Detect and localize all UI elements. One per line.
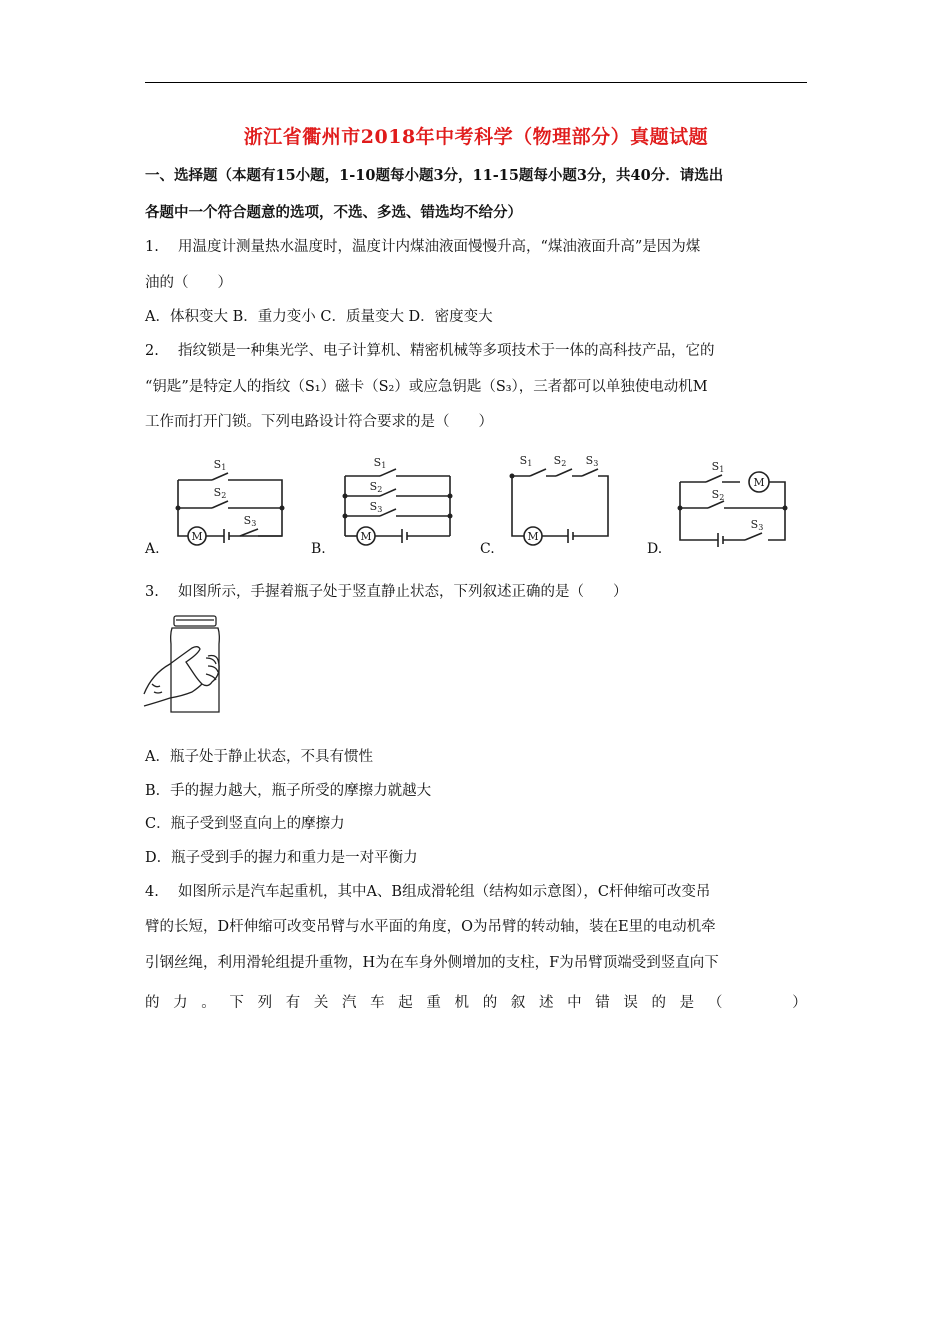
q4-char: 的 <box>145 995 160 1011</box>
b-motor-label: M <box>360 530 372 543</box>
q4-char: 错 <box>595 995 610 1011</box>
q4-char: ） <box>792 995 807 1011</box>
q4-line-3: 引钢丝绳，利用滑轮组提升重物，H为在车身外侧增加的支柱，F为吊臂顶端受到竖直向下 <box>145 955 719 971</box>
q2-line-1: 2. 指纹锁是一种集光学、电子计算机、精密机械等多项技术于一体的高科技产品，它的 <box>145 343 715 359</box>
c-s1-label: S1 <box>519 454 533 468</box>
figure-label-d: D. <box>647 541 663 557</box>
page-title: 浙江省衢州市2018年中考科学（物理部分）真题试题 <box>243 126 709 148</box>
q4-char: （ <box>707 995 723 1011</box>
q4-line-2: 臂的长短，D杆伸缩可改变吊臂与水平面的角度，O为吊臂的转动轴，装在E里的电动机牵 <box>145 919 716 935</box>
q4-char: 力 <box>173 995 188 1011</box>
q3-option-b: B．手的握力越大，瓶子所受的摩擦力就越大 <box>145 783 432 799</box>
d-s2-label: S2 <box>711 488 725 502</box>
q4-char: 。 <box>201 995 216 1011</box>
a-s2-label: S2 <box>213 486 227 500</box>
section-heading-line-1: 一、选择题（本题有15小题，1-10题每小题3分，11-15题每小题3分，共40分．请选出 <box>145 167 724 184</box>
c-s3-label: S3 <box>585 454 599 468</box>
q2-line-2: “钥匙”是特定人的指纹（S₁）磁卡（S₂）或应急钥匙（S₃），三者都可以单独使电动机M <box>145 379 708 395</box>
q4-char: 列 <box>257 995 273 1011</box>
hand-bottle-image <box>142 614 232 719</box>
q4-char: 叙 <box>510 995 526 1011</box>
q4-char: 关 <box>313 995 329 1011</box>
q1-options: A．体积变大 B．重力变小 C．质量变大 D．密度变大 <box>145 309 493 325</box>
q4-char: 误 <box>623 995 638 1011</box>
q4-char: 是 <box>679 995 695 1011</box>
a-s3-label: S3 <box>243 514 257 528</box>
q4-char: 汽 <box>341 995 357 1011</box>
b-s1-label: S1 <box>373 456 387 470</box>
figure-label-a: A. <box>145 541 160 557</box>
q3-option-c: C．瓶子受到竖直向上的摩擦力 <box>145 816 345 832</box>
q4-char: 的 <box>482 995 498 1011</box>
figure-label-c: C. <box>480 541 495 557</box>
q3-option-d: D．瓶子受到手的握力和重力是一对平衡力 <box>145 850 418 866</box>
q4-line-1: 4. 如图所示是汽车起重机，其中A、B组成滑轮组（结构如示意图），C杆伸缩可改变吊 <box>145 884 711 900</box>
q4-char: 述 <box>538 995 554 1011</box>
q2-line-3: 工作而打开门锁。下列电路设计符合要求的是（ ） <box>145 414 493 430</box>
q3-line-1: 3. 如图所示，手握着瓶子处于竖直静止状态，下列叙述正确的是（ ） <box>145 584 628 600</box>
section-heading-line-2: 各题中一个符合题意的选项，不选、多选、错选均不给分） <box>145 204 522 221</box>
q4-char: 重 <box>426 995 441 1011</box>
q1-line-2: 油的（ ） <box>145 275 232 291</box>
circuit-d <box>680 472 785 547</box>
q3-option-a: A．瓶子处于静止状态，不具有惯性 <box>145 749 373 765</box>
q4-char: 中 <box>567 995 582 1011</box>
d-s3-label: S3 <box>750 518 764 532</box>
q1-line-1: 1. 用温度计测量热水温度时，温度计内煤油液面慢慢升高，“煤油液面升高”是因为煤 <box>145 239 701 255</box>
header-rule <box>145 82 807 83</box>
q4-char: 车 <box>370 995 385 1011</box>
a-s1-label: S1 <box>213 458 227 472</box>
d-s1-label: S1 <box>711 460 725 474</box>
q4-char: 的 <box>651 995 667 1011</box>
q4-char: 起 <box>398 995 413 1011</box>
b-s2-label: S2 <box>369 480 383 494</box>
q4-char <box>764 991 779 1012</box>
q4-char <box>736 991 751 1012</box>
q4-char: 有 <box>285 995 301 1011</box>
figure-label-b: B. <box>311 541 326 557</box>
b-s3-label: S3 <box>369 500 383 514</box>
a-motor-label: M <box>191 530 203 543</box>
q4-line-4 <box>145 991 807 1012</box>
d-motor-label: M <box>753 476 765 489</box>
q4-char: 下 <box>229 995 244 1011</box>
c-motor-label: M <box>527 530 539 543</box>
q4-char: 机 <box>454 995 470 1011</box>
c-s2-label: S2 <box>553 454 567 468</box>
